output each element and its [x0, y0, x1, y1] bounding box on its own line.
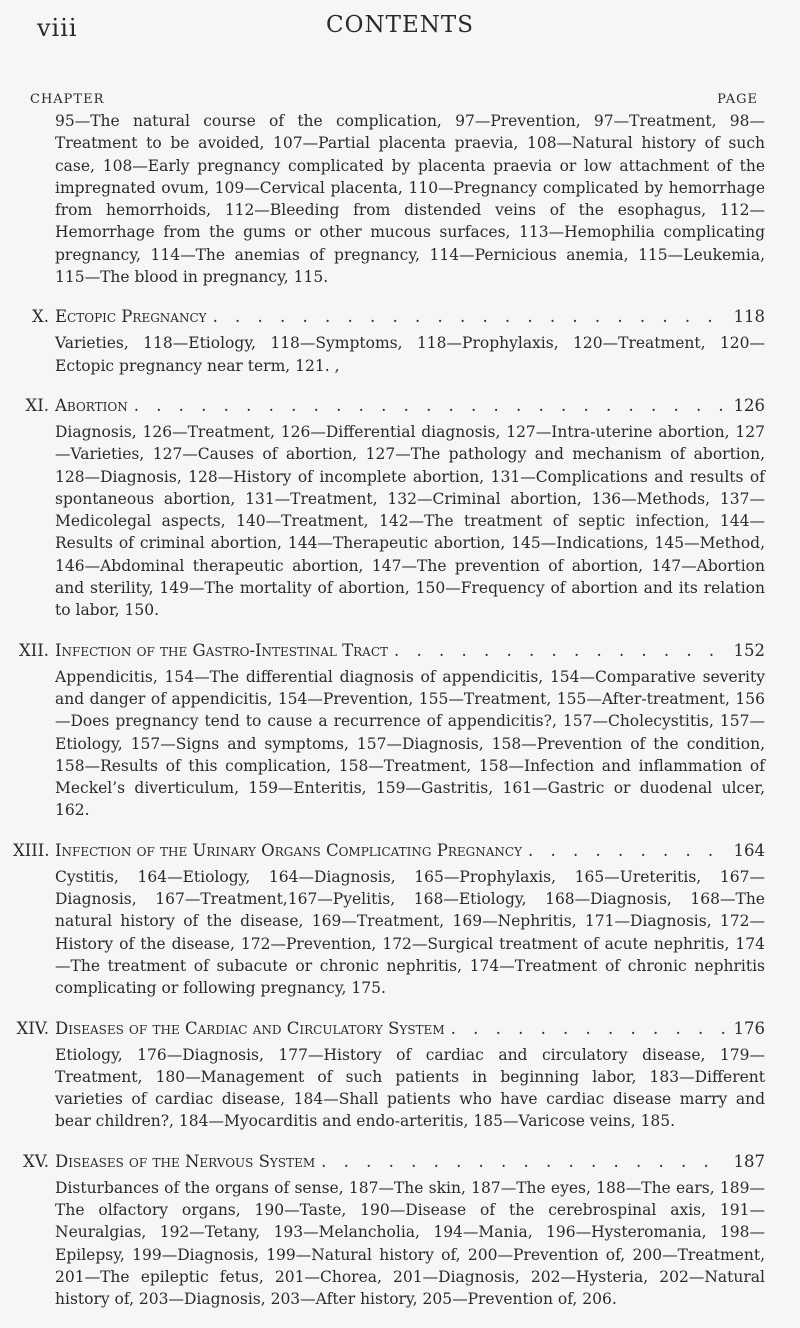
chapter-description: Appendicitis, 154—The differential diagnosis of appendicitis, 154—Comparative severity and danger of appendicitis, 154—Prevention, 155—Treatment, 155—After-treatment, 156—Does pregnancy tend to cause a recurrence of appendicitis?, 157—Cholecystitis, 157—Etiology, 157—Signs and symptoms, 157—Diagnosis, 158—Prevention of the condition, 158—Results of this complication, 158—Treatment, 158—Infection and inflammation of Meckel’s diverticulum, 159—Enteritis, 159—Gastritis, 161—Gastric or duodenal ulcer, 162.: [55, 667, 765, 820]
dot-leader: [213, 306, 727, 328]
page-number: viii: [37, 14, 78, 42]
dot-leader: [528, 840, 727, 862]
contents-list: [13, 110, 765, 1328]
chapter-number: XI.: [25, 395, 49, 415]
chapter-title: Infection of the Urinary Organs Complicating Pregnancy: [55, 840, 523, 860]
chapter-number: XV.: [22, 1151, 49, 1171]
chapter-page: 126: [733, 395, 765, 415]
dot-leader: [451, 1018, 727, 1040]
chapter-page: 187: [733, 1151, 765, 1171]
chapter-title: Diseases of the Cardiac and Circulatory System: [55, 1018, 445, 1038]
dot-leader: [394, 640, 727, 662]
chapter-number: XII.: [18, 640, 49, 660]
page-column-label: PAGE: [717, 92, 758, 107]
chapter-title: Infection of the Gastro-Intestinal Tract: [55, 640, 389, 660]
chapter-description: Disturbances of the organs of sense, 187—The skin, 187—The eyes, 188—The ears, 189—The olfactory organs, 190—Taste, 190—Disease of the cerebrospinal axis, 191—Neuralgias, 192—Tetany, 193—Melancholia, 194—Mania, 196—Hysteromania, 198—Epilepsy, 199—Diagnosis, 199—Natural history of, 200—Prevention of, 200—Treatment, 201—The epileptic fetus, 201—Chorea, 201—Diagnosis, 202—Hysteria, 202—Natural history of, 203—Diagnosis, 203—After history, 205—Prevention of, 206.: [55, 1178, 765, 1309]
dot-leader: [321, 1151, 727, 1173]
chapter-description: Etiology, 176—Diagnosis, 177—History of cardiac and circulatory disease, 179—Treatment, 180—Management of such patients in beginning labor, 183—Different varieties of cardiac disease, 184—Shall patients who have cardiac disease marry and bear children?, 184—Myocarditis and endo-arteritis, 185—Varicose veins, 185.: [55, 1045, 765, 1131]
chapter-title: Abortion: [55, 395, 128, 415]
chapter-page: 118: [733, 307, 765, 327]
chapter-title: Diseases of the Nervous System: [55, 1151, 316, 1171]
chapter-entry: [22, 1151, 765, 1311]
chapter-page: 152: [733, 640, 765, 660]
dot-leader: [134, 395, 727, 417]
chapter-page: 176: [733, 1018, 765, 1038]
chapter-description: Varieties, 118—Etiology, 118—Symptoms, 118—Prophylaxis, 120—Treatment, 120—Ectopic pregnancy near term, 121. ,: [55, 334, 765, 375]
chapter-title: Ectopic Pregnancy: [55, 307, 207, 327]
continuation-description: 95—The natural course of the complication, 97—Prevention, 97—Treatment, 98—Treatment to be avoided, 107—Partial placenta praevia, 108—Natural history of such case, 108—Early pregnancy complicated by placenta praevia or low attachment of the impregnated ovum, 109—Cervical placenta, 110—Pregnancy complicated by hemorrhage from hemorrhoids, 112—Bleeding from distended veins of the esophagus, 112—Hemorrhage from the gums or other mucous surfaces, 113—Hemophilia complicating pregnancy, 114—The anemias of pregnancy, 114—Pernicious anemia, 115—Leukemia, 115—The blood in pregnancy, 115.: [55, 112, 765, 287]
chapter-number: XIV.: [16, 1018, 49, 1038]
chapter-description: Cystitis, 164—Etiology, 164—Diagnosis, 165—Prophylaxis, 165—Ureteritis, 167—Diagnosis, 167—Treatment,167—Pyelitis, 168—Etiology, 168—Diagnosis, 168—The natural history of the disease, 169—Treatment, 169—Nephritis, 171—Diagnosis, 172—History of the disease, 172—Prevention, 172—Surgical treatment of acute nephritis, 174—The treatment of subacute or chronic nephritis, 174—Treatment of chronic nephritis complicating or following pregnancy, 175.: [55, 867, 765, 998]
running-title: CONTENTS: [326, 12, 474, 38]
chapter-entry: [18, 640, 765, 822]
chapter-description: Diagnosis, 126—Treatment, 126—Differential diagnosis, 127—Intra-uterine abortion, 127—Varieties, 127—Causes of abortion, 127—The pathology and mechanism of abortion, 128—Diagnosis, 128—History of incomplete abortion, 131—Complications and results of spontaneous abortion, 131—Treatment, 132—Criminal abortion, 136—Methods, 137—Medicolegal aspects, 140—Treatment, 142—The treatment of septic infection, 144—Results of criminal abortion, 144—Therapeutic abortion, 145—Indications, 145—Method, 146—Abdominal therapeutic abortion, 147—The prevention of abortion, 147—Abortion and sterility, 149—The mortality of abortion, 150—Frequency of abortion and its relation to labor, 150.: [55, 422, 765, 620]
chapter-entry: [16, 1018, 765, 1133]
chapter-number: XIII.: [13, 840, 50, 860]
chapter-page: 164: [733, 840, 765, 860]
chapter-column-label: CHAPTER: [30, 92, 105, 107]
chapter-entry: [13, 840, 765, 1000]
chapter-entry: [32, 306, 765, 377]
chapter-number: X.: [32, 307, 49, 327]
chapter-entry: [25, 395, 765, 622]
continuation-entry: [55, 110, 765, 288]
